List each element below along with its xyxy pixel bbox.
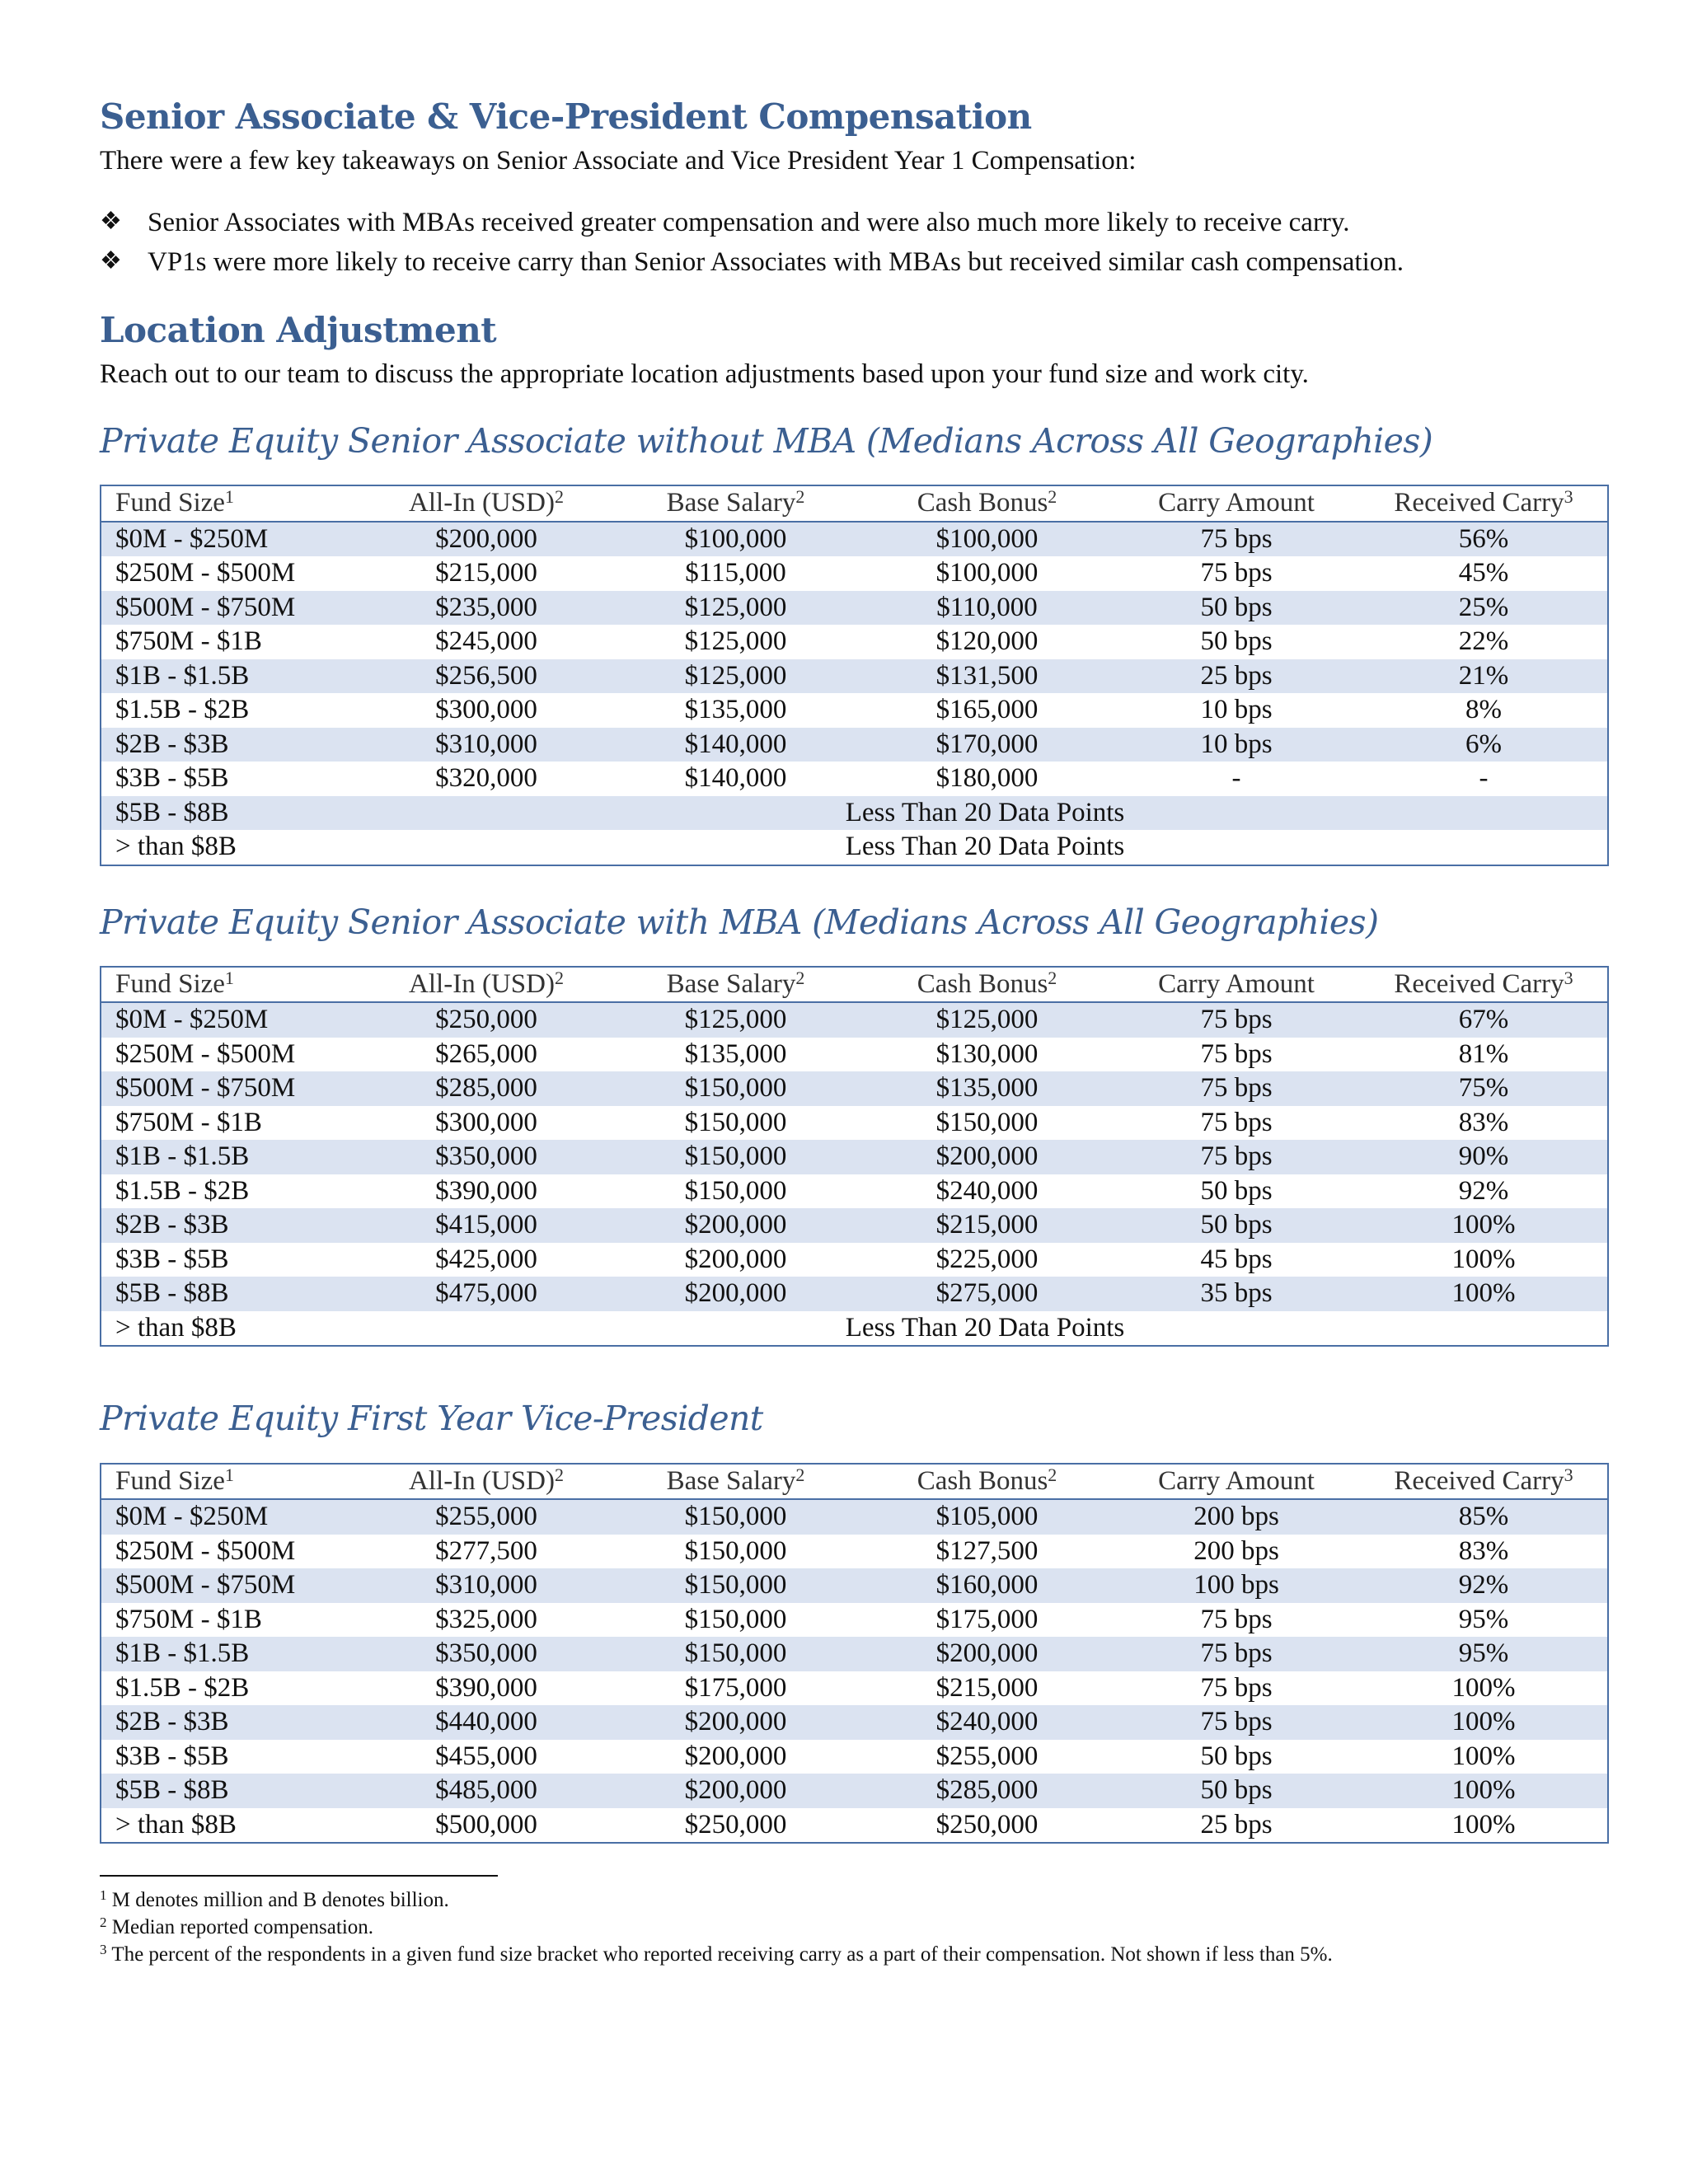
cell-carry-amount: 10 bps bbox=[1113, 693, 1360, 728]
footnote-text: The percent of the respondents in a given fund size bracket who reported receiving carry as a part of their compensation. Not shown if less than 5%. bbox=[111, 1943, 1333, 1966]
cell-received-carry: 100% bbox=[1360, 1740, 1608, 1774]
cell-fund-size: $500M - $750M bbox=[101, 1568, 363, 1603]
cell-all-in: $200,000 bbox=[363, 522, 610, 557]
cell-carry-amount: 75 bps bbox=[1113, 1140, 1360, 1174]
footnote-ref: 1 bbox=[224, 1464, 234, 1485]
header-label: Fund Size bbox=[115, 488, 225, 518]
takeaway-list bbox=[100, 204, 1592, 283]
header-base-salary bbox=[610, 1464, 861, 1500]
cell-fund-size: $2B - $3B bbox=[101, 1208, 363, 1243]
table-row bbox=[101, 1568, 1608, 1603]
cell-fund-size: $1B - $1.5B bbox=[101, 1637, 363, 1671]
cell-received-carry: 92% bbox=[1360, 1568, 1608, 1603]
cell-base-salary: $150,000 bbox=[610, 1174, 861, 1209]
cell-carry-amount: 50 bps bbox=[1113, 1208, 1360, 1243]
cell-cash-bonus: $200,000 bbox=[861, 1140, 1113, 1174]
section-heading-compensation: Senior Associate & Vice-President Compensation bbox=[100, 96, 1032, 137]
cell-insufficient-data: Less Than 20 Data Points bbox=[363, 830, 1608, 865]
table-row bbox=[101, 1535, 1608, 1569]
cell-carry-amount: 10 bps bbox=[1113, 728, 1360, 762]
table-header bbox=[101, 485, 1608, 522]
header-carry-amount bbox=[1113, 967, 1360, 1003]
header-label: Cash Bonus bbox=[917, 488, 1048, 518]
cell-received-carry: 21% bbox=[1360, 659, 1608, 694]
compensation-table bbox=[100, 1463, 1609, 1844]
cell-fund-size: $0M - $250M bbox=[101, 522, 363, 557]
cell-received-carry: 6% bbox=[1360, 728, 1608, 762]
cell-base-salary: $150,000 bbox=[610, 1071, 861, 1106]
header-label: Carry Amount bbox=[1158, 968, 1315, 999]
cell-cash-bonus: $170,000 bbox=[861, 728, 1113, 762]
cell-all-in: $320,000 bbox=[363, 762, 610, 796]
cell-carry-amount: 75 bps bbox=[1113, 1671, 1360, 1706]
footnote-ref: 2 bbox=[1048, 486, 1057, 508]
cell-cash-bonus: $105,000 bbox=[861, 1499, 1113, 1535]
cell-received-carry: 45% bbox=[1360, 556, 1608, 591]
header-label: Received Carry bbox=[1394, 1465, 1564, 1496]
cell-received-carry: 22% bbox=[1360, 625, 1608, 659]
cell-fund-size: $0M - $250M bbox=[101, 1499, 363, 1535]
cell-all-in: $300,000 bbox=[363, 693, 610, 728]
table-row bbox=[101, 830, 1608, 865]
cell-fund-size: $500M - $750M bbox=[101, 1071, 363, 1106]
cell-carry-amount: 45 bps bbox=[1113, 1243, 1360, 1277]
table-header bbox=[101, 1464, 1608, 1500]
header-label: Fund Size bbox=[115, 1465, 225, 1496]
cell-cash-bonus: $160,000 bbox=[861, 1568, 1113, 1603]
cell-carry-amount: 75 bps bbox=[1113, 522, 1360, 557]
cell-all-in: $475,000 bbox=[363, 1277, 610, 1311]
cell-fund-size: $2B - $3B bbox=[101, 728, 363, 762]
cell-base-salary: $150,000 bbox=[610, 1140, 861, 1174]
cell-fund-size: $1.5B - $2B bbox=[101, 1174, 363, 1209]
header-row bbox=[101, 967, 1608, 1003]
cell-cash-bonus: $130,000 bbox=[861, 1038, 1113, 1072]
cell-received-carry: 90% bbox=[1360, 1140, 1608, 1174]
cell-carry-amount: 25 bps bbox=[1113, 1808, 1360, 1844]
footnote-ref: 2 bbox=[795, 1464, 805, 1485]
cell-carry-amount: 25 bps bbox=[1113, 659, 1360, 694]
footnote bbox=[100, 1941, 1592, 1968]
cell-cash-bonus: $215,000 bbox=[861, 1208, 1113, 1243]
cell-base-salary: $125,000 bbox=[610, 591, 861, 626]
cell-carry-amount: 75 bps bbox=[1113, 1071, 1360, 1106]
cell-carry-amount: 200 bps bbox=[1113, 1535, 1360, 1569]
table-sa-mba-wrap bbox=[100, 966, 1592, 1347]
table-row bbox=[101, 522, 1608, 557]
cell-cash-bonus: $200,000 bbox=[861, 1637, 1113, 1671]
cell-received-carry: 95% bbox=[1360, 1637, 1608, 1671]
cell-fund-size: > than $8B bbox=[101, 830, 363, 865]
table-row bbox=[101, 796, 1608, 831]
cell-fund-size: $750M - $1B bbox=[101, 625, 363, 659]
header-label: All-In (USD) bbox=[409, 968, 555, 999]
header-row bbox=[101, 1464, 1608, 1500]
compensation-table bbox=[100, 485, 1609, 866]
cell-all-in: $215,000 bbox=[363, 556, 610, 591]
table-row bbox=[101, 762, 1608, 796]
cell-cash-bonus: $165,000 bbox=[861, 693, 1113, 728]
cell-cash-bonus: $100,000 bbox=[861, 522, 1113, 557]
cell-all-in: $245,000 bbox=[363, 625, 610, 659]
header-label: All-In (USD) bbox=[409, 1465, 555, 1496]
cell-all-in: $250,000 bbox=[363, 1002, 610, 1038]
header-label: Received Carry bbox=[1394, 488, 1564, 518]
footnote-mark: 1 bbox=[100, 1887, 107, 1904]
cell-base-salary: $200,000 bbox=[610, 1208, 861, 1243]
cell-base-salary: $125,000 bbox=[610, 625, 861, 659]
table-row bbox=[101, 1277, 1608, 1311]
table-sa-no-mba-wrap bbox=[100, 485, 1592, 866]
cell-fund-size: $250M - $500M bbox=[101, 556, 363, 591]
table-row bbox=[101, 556, 1608, 591]
cell-fund-size: $5B - $8B bbox=[101, 1277, 363, 1311]
cell-base-salary: $150,000 bbox=[610, 1499, 861, 1535]
cell-carry-amount: 50 bps bbox=[1113, 1174, 1360, 1209]
cell-base-salary: $150,000 bbox=[610, 1603, 861, 1638]
header-cash-bonus bbox=[861, 967, 1113, 1003]
location-text: Reach out to our team to discuss the appropriate location adjustments based upon your fund size and work city. bbox=[100, 359, 1309, 390]
cell-cash-bonus: $150,000 bbox=[861, 1106, 1113, 1141]
header-label: Carry Amount bbox=[1158, 1465, 1315, 1496]
cell-fund-size: $500M - $750M bbox=[101, 591, 363, 626]
cell-base-salary: $135,000 bbox=[610, 1038, 861, 1072]
cell-carry-amount: 200 bps bbox=[1113, 1499, 1360, 1535]
header-fund-size bbox=[101, 1464, 363, 1500]
cell-all-in: $485,000 bbox=[363, 1774, 610, 1808]
cell-cash-bonus: $215,000 bbox=[861, 1671, 1113, 1706]
table-title-sa-mba: Private Equity Senior Associate with MBA (Medians Across All Geographies) bbox=[100, 902, 1379, 942]
cell-carry-amount: 35 bps bbox=[1113, 1277, 1360, 1311]
footnote-ref: 2 bbox=[554, 486, 564, 508]
header-label: Fund Size bbox=[115, 968, 225, 999]
footnote-ref: 2 bbox=[795, 486, 805, 508]
cell-insufficient-data: Less Than 20 Data Points bbox=[363, 1311, 1608, 1347]
cell-all-in: $455,000 bbox=[363, 1740, 610, 1774]
cell-received-carry: 85% bbox=[1360, 1499, 1608, 1535]
cell-cash-bonus: $275,000 bbox=[861, 1277, 1113, 1311]
cell-all-in: $300,000 bbox=[363, 1106, 610, 1141]
table-body bbox=[101, 1002, 1608, 1346]
cell-carry-amount: 75 bps bbox=[1113, 1106, 1360, 1141]
header-all-in bbox=[363, 1464, 610, 1500]
cell-all-in: $425,000 bbox=[363, 1243, 610, 1277]
diamond-bullet-icon: ❖ bbox=[100, 208, 122, 236]
cell-carry-amount: - bbox=[1113, 762, 1360, 796]
cell-fund-size: $750M - $1B bbox=[101, 1106, 363, 1141]
footnote bbox=[100, 1914, 1592, 1941]
cell-all-in: $500,000 bbox=[363, 1808, 610, 1844]
cell-received-carry: 100% bbox=[1360, 1808, 1608, 1844]
header-label: All-In (USD) bbox=[409, 488, 555, 518]
cell-carry-amount: 50 bps bbox=[1113, 591, 1360, 626]
cell-received-carry: - bbox=[1360, 762, 1608, 796]
table-row bbox=[101, 1808, 1608, 1844]
cell-all-in: $440,000 bbox=[363, 1705, 610, 1740]
cell-fund-size: $250M - $500M bbox=[101, 1535, 363, 1569]
cell-base-salary: $150,000 bbox=[610, 1106, 861, 1141]
footnote-ref: 2 bbox=[1048, 967, 1057, 988]
table-row bbox=[101, 591, 1608, 626]
cell-received-carry: 56% bbox=[1360, 522, 1608, 557]
cell-received-carry: 81% bbox=[1360, 1038, 1608, 1072]
cell-cash-bonus: $100,000 bbox=[861, 556, 1113, 591]
cell-fund-size: $1.5B - $2B bbox=[101, 1671, 363, 1706]
cell-all-in: $265,000 bbox=[363, 1038, 610, 1072]
header-received-carry bbox=[1360, 967, 1608, 1003]
table-row bbox=[101, 1499, 1608, 1535]
header-base-salary bbox=[610, 967, 861, 1003]
cell-carry-amount: 50 bps bbox=[1113, 625, 1360, 659]
cell-cash-bonus: $180,000 bbox=[861, 762, 1113, 796]
footnote-text: Median reported compensation. bbox=[111, 1916, 374, 1939]
header-received-carry bbox=[1360, 1464, 1608, 1500]
cell-all-in: $310,000 bbox=[363, 1568, 610, 1603]
cell-cash-bonus: $225,000 bbox=[861, 1243, 1113, 1277]
table-row bbox=[101, 1208, 1608, 1243]
table-row bbox=[101, 1071, 1608, 1106]
cell-base-salary: $250,000 bbox=[610, 1808, 861, 1844]
header-cash-bonus bbox=[861, 485, 1113, 522]
cell-base-salary: $200,000 bbox=[610, 1705, 861, 1740]
cell-received-carry: 100% bbox=[1360, 1705, 1608, 1740]
cell-cash-bonus: $120,000 bbox=[861, 625, 1113, 659]
cell-all-in: $325,000 bbox=[363, 1603, 610, 1638]
table-row bbox=[101, 1705, 1608, 1740]
footnote-ref: 2 bbox=[554, 967, 564, 988]
footnote-mark: 2 bbox=[100, 1915, 107, 1931]
cell-fund-size: $3B - $5B bbox=[101, 762, 363, 796]
footnote-ref: 2 bbox=[554, 1464, 564, 1485]
takeaway-item bbox=[100, 204, 1592, 243]
cell-base-salary: $140,000 bbox=[610, 762, 861, 796]
cell-cash-bonus: $255,000 bbox=[861, 1740, 1113, 1774]
header-base-salary bbox=[610, 485, 861, 522]
table-body bbox=[101, 1499, 1608, 1843]
cell-base-salary: $200,000 bbox=[610, 1277, 861, 1311]
cell-received-carry: 83% bbox=[1360, 1535, 1608, 1569]
footnote-ref: 2 bbox=[1048, 1464, 1057, 1485]
cell-base-salary: $150,000 bbox=[610, 1637, 861, 1671]
takeaway-text: VP1s were more likely to receive carry than Senior Associates with MBAs but received similar cash compensation. bbox=[148, 247, 1404, 278]
header-received-carry bbox=[1360, 485, 1608, 522]
table-row bbox=[101, 1106, 1608, 1141]
cell-cash-bonus: $250,000 bbox=[861, 1808, 1113, 1844]
cell-received-carry: 92% bbox=[1360, 1174, 1608, 1209]
table-row bbox=[101, 625, 1608, 659]
footnote-ref: 3 bbox=[1564, 1464, 1573, 1485]
table-row bbox=[101, 1637, 1608, 1671]
table-row bbox=[101, 1774, 1608, 1808]
footnote-ref: 3 bbox=[1564, 486, 1573, 508]
cell-base-salary: $125,000 bbox=[610, 659, 861, 694]
cell-carry-amount: 75 bps bbox=[1113, 1002, 1360, 1038]
table-row bbox=[101, 1740, 1608, 1774]
cell-base-salary: $150,000 bbox=[610, 1568, 861, 1603]
section-intro: There were a few key takeaways on Senior Associate and Vice President Year 1 Compensation: bbox=[100, 146, 1137, 176]
cell-insufficient-data: Less Than 20 Data Points bbox=[363, 796, 1608, 831]
header-label: Received Carry bbox=[1394, 968, 1564, 999]
header-row bbox=[101, 485, 1608, 522]
cell-base-salary: $200,000 bbox=[610, 1774, 861, 1808]
cell-carry-amount: 100 bps bbox=[1113, 1568, 1360, 1603]
footnotes bbox=[100, 1886, 1592, 1968]
table-row bbox=[101, 1038, 1608, 1072]
cell-received-carry: 8% bbox=[1360, 693, 1608, 728]
table-row bbox=[101, 659, 1608, 694]
header-label: Cash Bonus bbox=[917, 968, 1048, 999]
table-row bbox=[101, 1174, 1608, 1209]
cell-base-salary: $175,000 bbox=[610, 1671, 861, 1706]
cell-received-carry: 25% bbox=[1360, 591, 1608, 626]
cell-cash-bonus: $135,000 bbox=[861, 1071, 1113, 1106]
footnote-text: M denotes million and B denotes billion. bbox=[111, 1889, 449, 1912]
header-label: Base Salary bbox=[666, 488, 796, 518]
table-row bbox=[101, 1243, 1608, 1277]
header-carry-amount bbox=[1113, 485, 1360, 522]
cell-all-in: $350,000 bbox=[363, 1140, 610, 1174]
compensation-table bbox=[100, 966, 1609, 1347]
cell-cash-bonus: $175,000 bbox=[861, 1603, 1113, 1638]
table-row bbox=[101, 1002, 1608, 1038]
cell-all-in: $390,000 bbox=[363, 1174, 610, 1209]
cell-fund-size: $1.5B - $2B bbox=[101, 693, 363, 728]
cell-base-salary: $200,000 bbox=[610, 1243, 861, 1277]
cell-base-salary: $125,000 bbox=[610, 1002, 861, 1038]
cell-all-in: $256,500 bbox=[363, 659, 610, 694]
header-cash-bonus bbox=[861, 1464, 1113, 1500]
table-row bbox=[101, 728, 1608, 762]
footnote-ref: 1 bbox=[224, 967, 234, 988]
cell-received-carry: 100% bbox=[1360, 1243, 1608, 1277]
takeaway-item bbox=[100, 243, 1592, 283]
cell-base-salary: $150,000 bbox=[610, 1535, 861, 1569]
table-row bbox=[101, 1311, 1608, 1347]
header-all-in bbox=[363, 967, 610, 1003]
cell-cash-bonus: $240,000 bbox=[861, 1174, 1113, 1209]
cell-all-in: $255,000 bbox=[363, 1499, 610, 1535]
document-page bbox=[100, 97, 1592, 1968]
cell-all-in: $277,500 bbox=[363, 1535, 610, 1569]
header-all-in bbox=[363, 485, 610, 522]
cell-base-salary: $140,000 bbox=[610, 728, 861, 762]
footnote-divider bbox=[100, 1875, 498, 1877]
cell-fund-size: $2B - $3B bbox=[101, 1705, 363, 1740]
cell-fund-size: > than $8B bbox=[101, 1311, 363, 1347]
cell-fund-size: $5B - $8B bbox=[101, 1774, 363, 1808]
table-vp1-wrap bbox=[100, 1463, 1592, 1844]
table-row bbox=[101, 1140, 1608, 1174]
footnote-ref: 2 bbox=[795, 967, 805, 988]
cell-carry-amount: 75 bps bbox=[1113, 1705, 1360, 1740]
header-label: Cash Bonus bbox=[917, 1465, 1048, 1496]
cell-carry-amount: 75 bps bbox=[1113, 1603, 1360, 1638]
footnote bbox=[100, 1886, 1592, 1914]
cell-fund-size: $1B - $1.5B bbox=[101, 659, 363, 694]
cell-all-in: $235,000 bbox=[363, 591, 610, 626]
header-fund-size bbox=[101, 485, 363, 522]
cell-fund-size: $1B - $1.5B bbox=[101, 1140, 363, 1174]
cell-cash-bonus: $240,000 bbox=[861, 1705, 1113, 1740]
footnote-ref: 3 bbox=[1564, 967, 1573, 988]
cell-base-salary: $200,000 bbox=[610, 1740, 861, 1774]
table-row bbox=[101, 1671, 1608, 1706]
cell-received-carry: 100% bbox=[1360, 1671, 1608, 1706]
cell-received-carry: 75% bbox=[1360, 1071, 1608, 1106]
cell-carry-amount: 75 bps bbox=[1113, 1038, 1360, 1072]
diamond-bullet-icon: ❖ bbox=[100, 247, 122, 275]
cell-received-carry: 67% bbox=[1360, 1002, 1608, 1038]
cell-cash-bonus: $110,000 bbox=[861, 591, 1113, 626]
cell-all-in: $390,000 bbox=[363, 1671, 610, 1706]
table-header bbox=[101, 967, 1608, 1003]
cell-received-carry: 100% bbox=[1360, 1774, 1608, 1808]
takeaway-text: Senior Associates with MBAs received greater compensation and were also much more likely to receive carry. bbox=[148, 208, 1350, 238]
cell-fund-size: > than $8B bbox=[101, 1808, 363, 1844]
cell-fund-size: $750M - $1B bbox=[101, 1603, 363, 1638]
cell-carry-amount: 75 bps bbox=[1113, 556, 1360, 591]
table-title-sa-no-mba: Private Equity Senior Associate without MBA (Medians Across All Geographies) bbox=[100, 421, 1433, 462]
cell-cash-bonus: $285,000 bbox=[861, 1774, 1113, 1808]
footnote-ref: 1 bbox=[224, 486, 234, 508]
cell-all-in: $415,000 bbox=[363, 1208, 610, 1243]
cell-cash-bonus: $127,500 bbox=[861, 1535, 1113, 1569]
cell-all-in: $310,000 bbox=[363, 728, 610, 762]
cell-cash-bonus: $131,500 bbox=[861, 659, 1113, 694]
header-label: Base Salary bbox=[666, 1465, 796, 1496]
header-label: Carry Amount bbox=[1158, 488, 1315, 518]
cell-fund-size: $3B - $5B bbox=[101, 1243, 363, 1277]
footnote-mark: 3 bbox=[100, 1942, 107, 1958]
cell-fund-size: $3B - $5B bbox=[101, 1740, 363, 1774]
cell-base-salary: $135,000 bbox=[610, 693, 861, 728]
cell-fund-size: $5B - $8B bbox=[101, 796, 363, 831]
cell-cash-bonus: $125,000 bbox=[861, 1002, 1113, 1038]
cell-fund-size: $0M - $250M bbox=[101, 1002, 363, 1038]
table-body bbox=[101, 522, 1608, 865]
table-title-vp1: Private Equity First Year Vice-President bbox=[100, 1399, 763, 1439]
header-label: Base Salary bbox=[666, 968, 796, 999]
section-heading-location: Location Adjustment bbox=[100, 309, 497, 350]
cell-all-in: $285,000 bbox=[363, 1071, 610, 1106]
cell-received-carry: 83% bbox=[1360, 1106, 1608, 1141]
table-row bbox=[101, 693, 1608, 728]
header-fund-size bbox=[101, 967, 363, 1003]
cell-carry-amount: 75 bps bbox=[1113, 1637, 1360, 1671]
cell-carry-amount: 50 bps bbox=[1113, 1740, 1360, 1774]
cell-carry-amount: 50 bps bbox=[1113, 1774, 1360, 1808]
header-carry-amount bbox=[1113, 1464, 1360, 1500]
table-row bbox=[101, 1603, 1608, 1638]
cell-received-carry: 100% bbox=[1360, 1277, 1608, 1311]
cell-base-salary: $115,000 bbox=[610, 556, 861, 591]
cell-base-salary: $100,000 bbox=[610, 522, 861, 557]
cell-fund-size: $250M - $500M bbox=[101, 1038, 363, 1072]
cell-received-carry: 95% bbox=[1360, 1603, 1608, 1638]
cell-all-in: $350,000 bbox=[363, 1637, 610, 1671]
cell-received-carry: 100% bbox=[1360, 1208, 1608, 1243]
